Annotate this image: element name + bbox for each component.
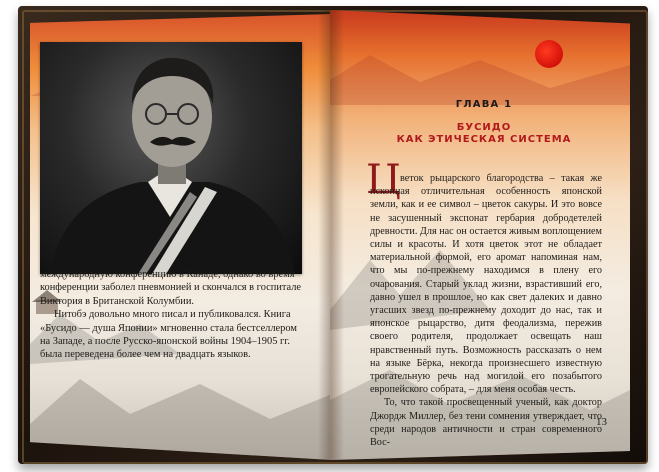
- right-paragraph-1: веток рыцарского благородства – такая же исконная отличительная особенность японской земли, как и ее символ – цветок сакуры. И это вовсе не засушенный экспонат гербария добродетелей древности. Для нас он остается живым воплощением силы и красоты. И хотя цветок этот не обладает материальной формой, его аромат напоминая нам, что мы по-прежнему находимся в плену его очарования. Старый уклад жизни, взрастивший его, давно ушел в прошлое, но как свет далеких и давно угасших звезд по-прежнему доходит до нас, так и японское рыцарство, дитя феодализма, пережив своего родителя, продолжает освещать наш нравственный путь. Возможность рассказать о нем на языке Бёрка, некогда произнесшего известную трогательную речь над могилой его позабытого европейского собрата, – для меня особая честь.: [370, 173, 602, 396]
- right-paragraph-2: То, что такой просвещенный ученый, как доктор Джордж Миллер, без тени сомнения утверждает, что среди народов античности и стран современного Вос-: [370, 397, 602, 449]
- right-page-text: [370, 172, 602, 449]
- left-paragraph-2: Нитобэ довольно много писал и публиковался. Книга «Бусидо — душа Японии» мгновенно стала бестселлером на Западе, а после Русско-японской войны 1904–1905 гг. была переведена более чем на двадцать языков.: [40, 309, 297, 361]
- portrait-figure: [40, 42, 302, 274]
- chapter-title-line-1: БУСИДО: [456, 122, 512, 133]
- drop-cap-letter: Ц: [366, 157, 401, 203]
- left-page-text: [40, 268, 306, 362]
- left-paragraph-1: международную конференцию в Канаде, однако во время конференции заболел пневмонией и скончался в госпитале Виктория в Британской Колумбии.: [40, 269, 302, 307]
- chapter-title-line-2: КАК ЭТИЧЕСКАЯ СИСТЕМА: [396, 134, 572, 145]
- portrait-photograph: [40, 42, 302, 274]
- page-number: 13: [596, 416, 607, 428]
- book-gutter: [318, 10, 344, 462]
- chapter-label: ГЛАВА 1: [455, 99, 513, 110]
- chapter-title: [374, 122, 594, 146]
- red-sun-illustration: [535, 40, 563, 68]
